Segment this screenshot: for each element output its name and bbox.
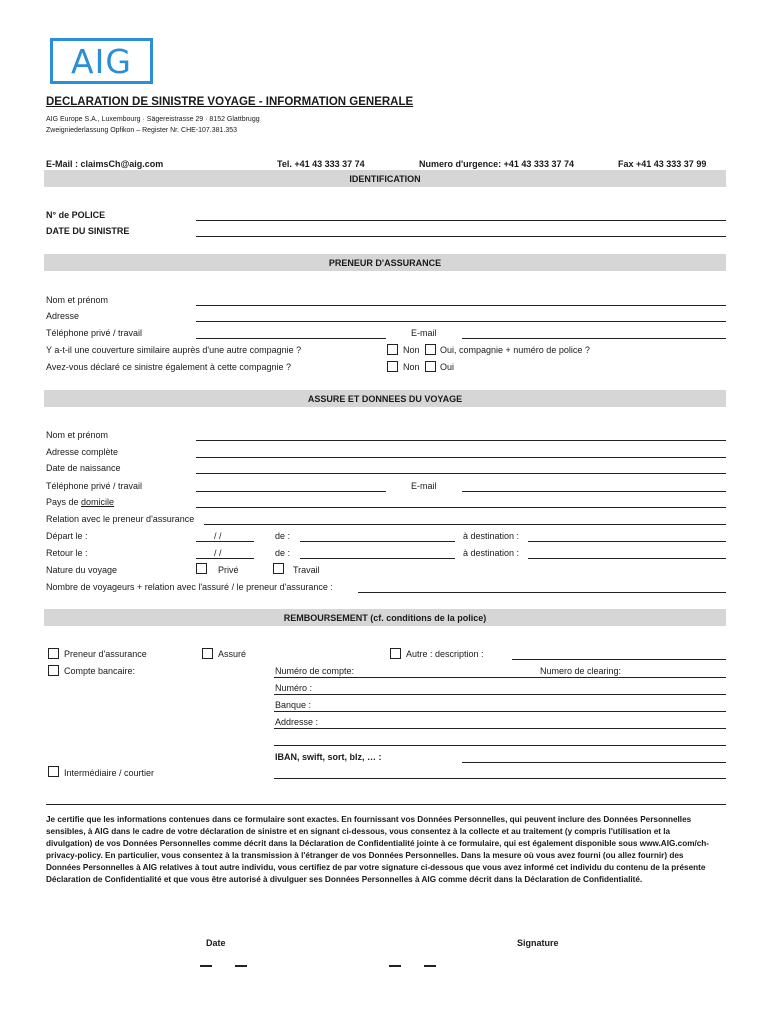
contact-fax: Fax +41 43 333 37 99: [618, 159, 707, 169]
assure-naissance-field[interactable]: [196, 473, 726, 474]
rembours-autre-label: Autre : description :: [406, 649, 484, 659]
assure-relation-label: Relation avec le preneur d'assurance: [46, 514, 195, 524]
assure-nom-field[interactable]: [196, 440, 726, 441]
depart-label: Départ le :: [46, 531, 88, 541]
addresse-field-2[interactable]: [274, 745, 726, 746]
nature-prive-label: Privé: [218, 565, 239, 575]
retour-date-separator: / /: [214, 548, 222, 558]
numero-label: Numéro :: [275, 683, 313, 693]
nature-travail-checkbox[interactable]: [273, 563, 284, 574]
assure-naissance-label: Date de naissance: [46, 463, 121, 473]
depart-de-label: de :: [275, 531, 291, 541]
date-dash-1[interactable]: [200, 965, 212, 967]
section-identification-header: IDENTIFICATION: [44, 170, 726, 187]
rembours-assure-label: Assuré: [218, 649, 247, 659]
declare-question: Avez-vous déclaré ce sinistre également à cette compagnie ?: [46, 362, 291, 372]
iban-field[interactable]: [462, 762, 726, 763]
couverture-non-label: Non: [403, 345, 420, 355]
intermediaire-field[interactable]: [274, 778, 726, 779]
signature-dash-1[interactable]: [389, 965, 401, 967]
clearing-label: Numero de clearing:: [540, 666, 622, 676]
section-assure-header: ASSURE ET DONNEES DU VOYAGE: [44, 390, 726, 407]
pays-prefix: Pays de: [46, 497, 82, 507]
pays-link: domicile: [81, 497, 115, 507]
section-preneur-header: PRENEUR D'ASSURANCE: [44, 254, 726, 271]
addresse-label: Addresse :: [275, 717, 319, 727]
nature-prive-checkbox[interactable]: [196, 563, 207, 574]
rembours-autre-field[interactable]: [512, 659, 726, 660]
preneur-adresse-label: Adresse: [46, 311, 80, 321]
preneur-nom-field[interactable]: [196, 305, 726, 306]
retour-label: Retour le :: [46, 548, 88, 558]
compte-bancaire-checkbox[interactable]: [48, 665, 59, 676]
numero-field[interactable]: [274, 694, 726, 695]
signature-label: Signature: [517, 938, 559, 948]
rembours-assure-checkbox[interactable]: [202, 648, 213, 659]
section-divider: [46, 804, 726, 805]
declare-non-label: Non: [403, 362, 420, 372]
assure-adresse-label: Adresse complète: [46, 447, 119, 457]
preneur-nom-label: Nom et prénom: [46, 295, 109, 305]
voyageurs-label: Nombre de voyageurs + relation avec l'assuré / le preneur d'assurance :: [46, 582, 333, 592]
retour-de-label: de :: [275, 548, 291, 558]
declare-oui-label: Oui: [440, 362, 455, 372]
assure-telephone-field[interactable]: [196, 491, 386, 492]
intermediaire-checkbox[interactable]: [48, 766, 59, 777]
signature-dash-2[interactable]: [424, 965, 436, 967]
couverture-non-checkbox[interactable]: [387, 344, 398, 355]
numero-compte-label: Numéro de compte:: [275, 666, 355, 676]
nature-travail-label: Travail: [293, 565, 320, 575]
intermediaire-label: Intermédiaire / courtier: [64, 768, 155, 778]
police-label: N° de POLICE: [46, 210, 106, 220]
depart-destination-label: à destination :: [463, 531, 520, 541]
police-field[interactable]: [196, 220, 726, 221]
iban-label: IBAN, swift, sort, blz, … :: [275, 752, 382, 762]
couverture-oui-label: Oui, compagnie + numéro de police ?: [440, 345, 590, 355]
aig-logo: AIG: [50, 38, 153, 84]
section-remboursement-header: REMBOURSEMENT (cf. conditions de la police): [44, 609, 726, 626]
retour-destination-field[interactable]: [528, 558, 726, 559]
retour-de-field[interactable]: [300, 558, 455, 559]
numero-compte-field[interactable]: [274, 677, 726, 678]
contact-email: E-Mail : claimsCh@aig.com: [46, 159, 164, 169]
compte-bancaire-label: Compte bancaire:: [64, 666, 136, 676]
date-label: Date: [206, 938, 226, 948]
voyageurs-field[interactable]: [358, 592, 726, 593]
declare-non-checkbox[interactable]: [387, 361, 398, 372]
rembours-preneur-checkbox[interactable]: [48, 648, 59, 659]
assure-pays-label: [46, 497, 114, 507]
company-address: AIG Europe S.A., Luxembourg · Sägereistrasse 29 · 8152 Glattbrugg: [46, 116, 260, 123]
declare-oui-checkbox[interactable]: [425, 361, 436, 372]
banque-field[interactable]: [274, 711, 726, 712]
depart-destination-field[interactable]: [528, 541, 726, 542]
date-sinistre-label: DATE DU SINISTRE: [46, 226, 130, 236]
company-register: Zweigniederlassung Opfikon – Register Nr. CHE-107.381.353: [46, 127, 238, 134]
rembours-autre-checkbox[interactable]: [390, 648, 401, 659]
preneur-email-label: E-mail: [411, 328, 437, 338]
privacy-declaration: Je certifie que les informations contenues dans ce formulaire sont exactes. En fournissant vos Données Personnelles, qui peuvent inclure des Données Personnelles sensibles, à AIG dans le cadre de votre déclaration de sinistre et en signant ci-dessous, vous consentez à la collecte et au traitement (y compris l'utilisation et la divulgation) de vos Données Personnelles comme décrit dans la Déclaration de Confidentialité jointe à ce formulaire, qui est également disponible sous www.AIG.com/ch-privacy-policy. En particulier, vous consentez à la transmission à l'étranger de vos Données Personnelles. Dans la mesure où vous avez fourni (ou allez fournir) des Données Personnelles à AIG relatives à tout autre individu, vous certifiez de par votre signature ci-dessous que vous avez informé cet individu du contenu de la présente Déclaration de Confidentialité et que vous être autorisé à divulguer ses Données Personnelles à AIG comme décrit dans la Déclaration de Confidentialité.: [46, 815, 710, 884]
banque-label: Banque :: [275, 700, 312, 710]
assure-nom-label: Nom et prénom: [46, 430, 109, 440]
couverture-oui-checkbox[interactable]: [425, 344, 436, 355]
depart-de-field[interactable]: [300, 541, 455, 542]
assure-pays-field[interactable]: [196, 507, 726, 508]
assure-adresse-field[interactable]: [196, 457, 726, 458]
depart-date-separator: / /: [214, 531, 222, 541]
assure-telephone-label: Téléphone privé / travail: [46, 481, 143, 491]
preneur-telephone-field[interactable]: [196, 338, 386, 339]
assure-email-label: E-mail: [411, 481, 437, 491]
page-title: DECLARATION DE SINISTRE VOYAGE - INFORMATION GENERALE: [46, 96, 414, 108]
preneur-adresse-field[interactable]: [196, 321, 726, 322]
rembours-preneur-label: Preneur d'assurance: [64, 649, 147, 659]
preneur-email-field[interactable]: [462, 338, 726, 339]
date-dash-2[interactable]: [235, 965, 247, 967]
depart-date-field[interactable]: [196, 541, 254, 542]
contact-urgence: Numero d'urgence: +41 43 333 37 74: [419, 159, 574, 169]
retour-date-field[interactable]: [196, 558, 254, 559]
contact-tel: Tel. +41 43 333 37 74: [277, 159, 365, 169]
addresse-field[interactable]: [274, 728, 726, 729]
couverture-question: Y a-t-il une couverture similaire auprès d'une autre compagnie ?: [46, 345, 302, 355]
assure-email-field[interactable]: [462, 491, 726, 492]
preneur-telephone-label: Téléphone privé / travail: [46, 328, 143, 338]
assure-relation-field[interactable]: [204, 524, 726, 525]
retour-destination-label: à destination :: [463, 548, 520, 558]
date-sinistre-field[interactable]: [196, 236, 726, 237]
nature-voyage-label: Nature du voyage: [46, 565, 118, 575]
